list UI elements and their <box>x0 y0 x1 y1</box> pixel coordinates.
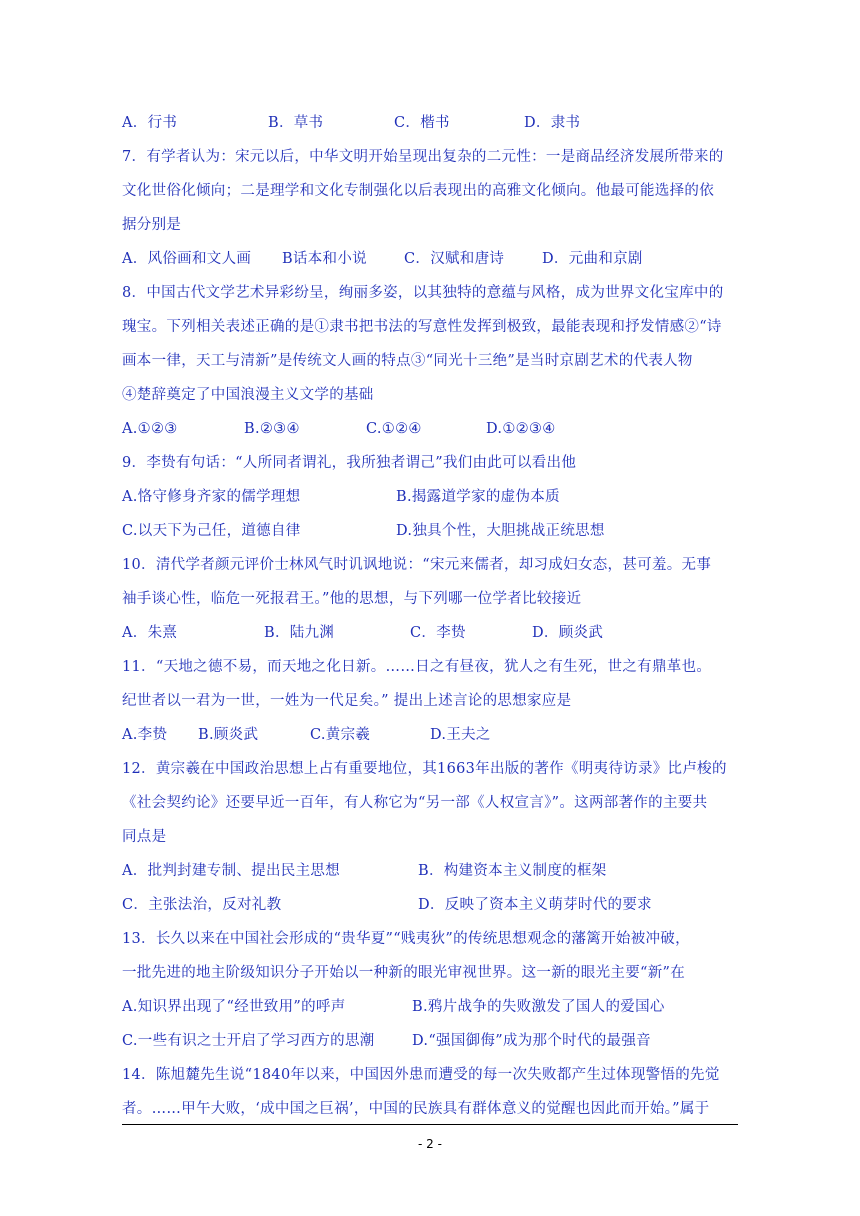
option-c: C．楷书 <box>394 115 450 131</box>
footer-divider <box>122 1124 738 1125</box>
option-a: A．批判封建专制、提出民主思想 <box>122 863 340 879</box>
option-b: B.②③④ <box>244 421 300 437</box>
options-row <box>122 1024 740 1058</box>
question-13-line: 13．长久以来在中国社会形成的“贵华夏”“贱夷狄”的传统思想观念的藩篱开始被冲破， <box>122 931 690 947</box>
option-b: B话本和小说 <box>282 251 367 267</box>
option-d: D.“强国御侮”成为那个时代的最强音 <box>412 1033 651 1049</box>
option-d: D．隶书 <box>524 115 581 131</box>
options-row <box>122 854 740 888</box>
options-row <box>122 718 740 752</box>
question-10-line: 10．清代学者颜元评价士林风气时讥讽地说：“宋元来儒者，却习成妇女态，甚可羞。无事 <box>122 557 712 573</box>
option-c: C．汉赋和唐诗 <box>404 251 505 267</box>
question-12-line: 12．黄宗羲在中国政治思想上占有重要地位，其1663年出版的著作《明夷待访录》比卢梭的 <box>122 761 727 777</box>
options-row <box>122 480 740 514</box>
question-7-line: 7．有学者认为：宋元以后，中华文明开始呈现出复杂的二元性：一是商品经济发展所带来的 <box>122 149 724 165</box>
option-b: B．草书 <box>268 115 324 131</box>
option-b: B．构建资本主义制度的框架 <box>418 863 607 879</box>
option-d: D.独具个性，大胆挑战正统思想 <box>396 523 605 539</box>
question-14-line: 14．陈旭麓先生说“1840年以来，中国因外患而遭受的每一次失败都产生过体现警悟的先觉 <box>122 1067 720 1083</box>
option-a: A.李贽 <box>122 727 168 743</box>
option-d: D．顾炎武 <box>532 625 604 641</box>
page-number: - 2 - <box>418 1137 442 1151</box>
question-11-line: 纪世者以一君为一世，一姓为一代足矣。” 提出上述言论的思想家应是 <box>122 693 572 709</box>
option-d: D.①②③④ <box>486 421 556 437</box>
question-8-line: 8．中国古代文学艺术异彩纷呈，绚丽多姿，以其独特的意蕴与风格，成为世界文化宝库中的 <box>122 285 724 301</box>
question-8-line: 画本一律，天工与清新”是传统文人画的特点③“同光十三绝”是当时京剧艺术的代表人物 <box>122 353 693 369</box>
option-c: C.①②④ <box>366 421 422 437</box>
option-d: D.王夫之 <box>430 727 491 743</box>
option-c: C．李贽 <box>410 625 466 641</box>
option-a: A．朱熹 <box>122 625 178 641</box>
options-row <box>122 888 740 922</box>
option-d: D．元曲和京剧 <box>542 251 643 267</box>
question-10-line: 袖手谈心性，临危一死报君王。”他的思想，与下列哪一位学者比较接近 <box>122 591 582 607</box>
question-12-line: 同点是 <box>122 829 167 845</box>
option-a: A.知识界出现了“经世致用”的呼声 <box>122 999 346 1015</box>
question-12-line: 《社会契约论》还要早近一百年，有人称它为“另一部《人权宣言》”。这两部著作的主要共 <box>122 795 708 811</box>
option-c: C.以天下为己任，道德自律 <box>122 523 301 539</box>
option-d: D．反映了资本主义萌芽时代的要求 <box>418 897 652 913</box>
question-8-line: 瑰宝。下列相关表述正确的是①隶书把书法的写意性发挥到极致，最能表现和抒发情感②“诗 <box>122 319 722 335</box>
options-row <box>122 990 740 1024</box>
option-b: B.揭露道学家的虚伪本质 <box>396 489 560 505</box>
options-row <box>122 412 740 446</box>
question-14-line: 者。……甲午大败，‘成中国之巨祸’，中国的民族具有群体意义的觉醒也因此而开始。”属于 <box>122 1101 710 1117</box>
option-a: A.①②③ <box>122 421 178 437</box>
question-content <box>122 106 740 1126</box>
question-9-line: 9．李贽有句话：“人所同者谓礼，我所独者谓己”我们由此可以看出他 <box>122 455 577 471</box>
options-row <box>122 106 740 140</box>
option-a: A.恪守修身齐家的儒学理想 <box>122 489 301 505</box>
option-b: B.鸦片战争的失败激发了国人的爱国心 <box>412 999 665 1015</box>
options-row <box>122 514 740 548</box>
options-row <box>122 242 740 276</box>
option-c: C．主张法治，反对礼教 <box>122 897 282 913</box>
options-row <box>122 616 740 650</box>
question-11-line: 11．“天地之德不易，而天地之化日新。……日之有昼夜，犹人之有生死，世之有鼎革也。 <box>122 659 712 675</box>
question-13-line: 一批先进的地主阶级知识分子开始以一种新的眼光审视世界。这一新的眼光主要“新”在 <box>122 965 686 981</box>
option-c: C.一些有识之士开启了学习西方的思潮 <box>122 1033 375 1049</box>
option-b: B.顾炎武 <box>198 727 259 743</box>
option-c: C.黄宗羲 <box>310 727 371 743</box>
option-a: A．风俗画和文人画 <box>122 251 252 267</box>
question-7-line: 文化世俗化倾向；二是理学和文化专制强化以后表现出的高雅文化倾向。他最可能选择的依 <box>122 183 714 199</box>
option-b: B．陆九渊 <box>264 625 335 641</box>
option-a: A．行书 <box>122 115 178 131</box>
question-8-line: ④楚辞奠定了中国浪漫主义文学的基础 <box>122 387 374 403</box>
question-7-line: 据分别是 <box>122 217 182 233</box>
